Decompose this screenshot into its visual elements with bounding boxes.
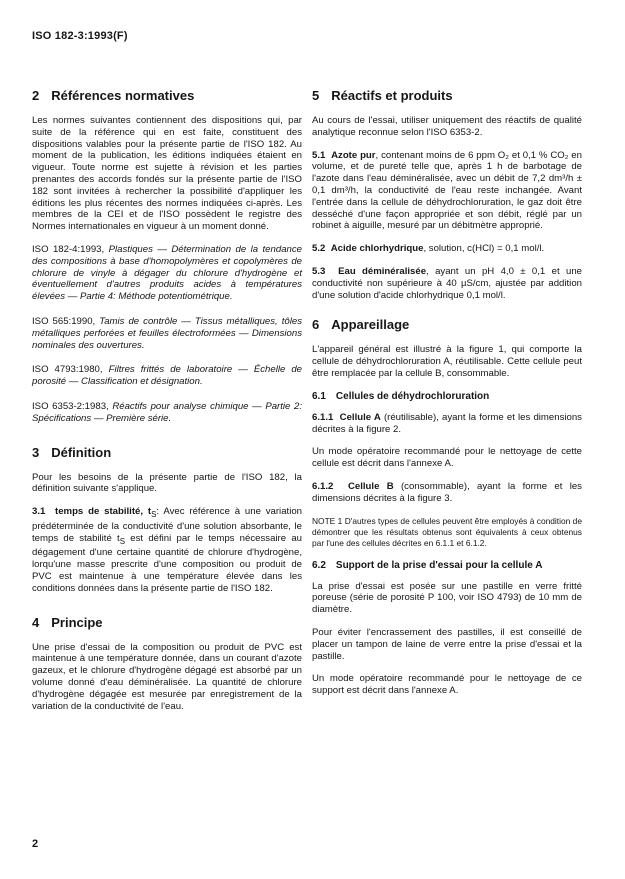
definition-3-1: 3.1 temps de stabilité, $t_S$: Avec référence à une variation prédéterminée de la conductivité d'une solution absorbante, le temps de stabilité $t_S$ est défini par le temps nécessaire au dégagement d'une certaine quantité de chlorure d'hydrogène, lorqu'une masse prescrite d'une composition ou produit de PVC est maintenue à une température élevée dans les conditions données dans la présente partie de l'ISO 182. <box>32 506 302 594</box>
section-5-heading: 5 Réactifs et produits <box>312 88 453 103</box>
item-5-1: 5.1 Azote pur, contenant moins de 6 ppm O₂ et 0,1 % CO₂ en volume, et de pureté telle que, après 1 h de barbotage de l'azote dans l'eau déminéralisée, avec un débit de 7,2 dm³/h ± 0,1 dm³/h, la conductivité de l'eau reste inchangée. Avant l'entrée dans la cellule de déhydrochloruration, le gaz doit être desséché d'une façon appropriée et son débit, réglé par un robinet à aiguille, mesuré par un débitmètre approprié. <box>312 149 582 232</box>
right-column <box>312 88 582 708</box>
reference-item: ISO 4793:1980, Filtres frittés de laboratoire — Échelle de porosité — Classification et désignation. <box>32 364 302 388</box>
item-6-1-1: 6.1.1 Cellule A (réutilisable), ayant la forme et les dimensions décrites à la figure 2. <box>312 411 582 435</box>
item-6-1-1-paragraph: Un mode opératoire recommandé pour le nettoyage de cette cellule est décrit dans l'annexe A. <box>312 446 582 470</box>
section-5-paragraph: Au cours de l'essai, utiliser uniquement des réactifs de qualité analytique reconnue selon l'ISO 6353-2. <box>312 115 582 138</box>
left-column <box>32 88 302 723</box>
note-1: NOTE 1 D'autres types de cellules peuvent être employés à condition de démontrer que les résultats obtenus sont équivalents à ceux obtenus par l'une des cellules décrites en 6.1.1 et 6.1.2. <box>312 515 582 548</box>
item-5-3: 5.3 Eau déminéralisée, ayant un pH 4,0 ± 0,1 et une conductivité non supérieure à 40 µS/cm, ajustée par addition d'une solution d'acide chlorhydrique 0,1 mol/l. <box>312 265 582 301</box>
section-4-heading: 4 Principe <box>32 614 103 630</box>
section-3-paragraph: Pour les besoins de la présente partie de l'ISO 182, la définition suivante s'applique. <box>32 471 302 495</box>
section-6-2-paragraph: Pour éviter l'encrassement des pastilles, il est conseillé de placer un tampon de laine de verre entre la prise d'essai et la pastille. <box>312 626 582 662</box>
section-2-paragraph: Les normes suivantes contiennent des dispositions qui, par suite de la référence qui en est faite, constituent des dispositions valables pour la présente partie de l'ISO 182. Au moment de la publication, les éditions indiquées étaient en vigueur. Toute norme est sujette à révision et les parties prenantes des accords fondés sur la présente partie de l'ISO 182 sont invitées à rechercher la possibilité d'appliquer les éditions les plus récentes des normes indiquées ci-après. Les membres de la CEI et de l'ISO possèdent le registre des Normes internationales en vigueur à un moment donné. <box>32 115 302 233</box>
subsection-6-2-heading: 6.2 Support de la prise d'essai pour la cellule A <box>312 559 543 571</box>
reference-item: ISO 565:1990, Tamis de contrôle — Tissus métalliques, tôles métalliques perforées et feuilles électroformées — Dimensions nominales des ouvertures. <box>32 315 302 351</box>
reference-item: ISO 6353-2:1983, Réactifs pour analyse chimique — Partie 2: Spécifications — Première série. <box>32 400 303 424</box>
section-6-2-paragraph: Un mode opératoire recommandé pour le nettoyage de ce support est décrit dans l'annexe A. <box>312 673 582 697</box>
item-6-1-2: 6.1.2 Cellule B (consommable), ayant la forme et les dimensions décrites à la figure 3. <box>312 480 582 504</box>
section-6-heading: 6 Appareillage <box>312 317 410 333</box>
reference-item: ISO 182-4:1993, Plastiques — Détermination de la tendance des compositions à base d'homopolymères et copolymères de chlorure de vinyle à dégager du chlorure d'hydrogène et éventuellement d'autres produits acides à températures élevées — Partie 4: Méthode potentiométrique. <box>32 243 302 303</box>
page-number: 2 <box>32 838 39 850</box>
section-2-heading: 2 Références normatives <box>32 88 195 103</box>
document-header: ISO 182-3:1993(F) <box>32 30 128 42</box>
section-4-paragraph: Une prise d'essai de la composition ou produit de PVC est maintenue à une température donnée, dans un courant d'azote gazeux, et le chlorure d'hydrogène dégagé est absorbé par un volume donné d'eau déminéralisée. La quantité de chlorure d'hydrogène dégagée est mesurée par enregistrement de la variation de la conductivité de l'eau. <box>32 641 302 712</box>
subsection-6-1-heading: 6.1 Cellules de déhydrochloruration <box>312 390 490 402</box>
section-3-heading: 3 Définition <box>32 444 112 460</box>
section-6-2-paragraph: La prise d'essai est posée sur une pastille en verre fritté poreuse (série de porosité P 100, voir ISO 4793) de 10 mm de diamètre. <box>312 580 582 616</box>
section-6-paragraph: L'appareil général est illustré à la figure 1, qui comporte la cellule de déhydrochloruration A, réutilisable. Cette cellule peut être remplacée par la cellule B, consommable. <box>312 344 582 379</box>
item-5-2: 5.2 Acide chlorhydrique, solution, c(HCl) = 0,1 mol/l. <box>312 243 545 255</box>
